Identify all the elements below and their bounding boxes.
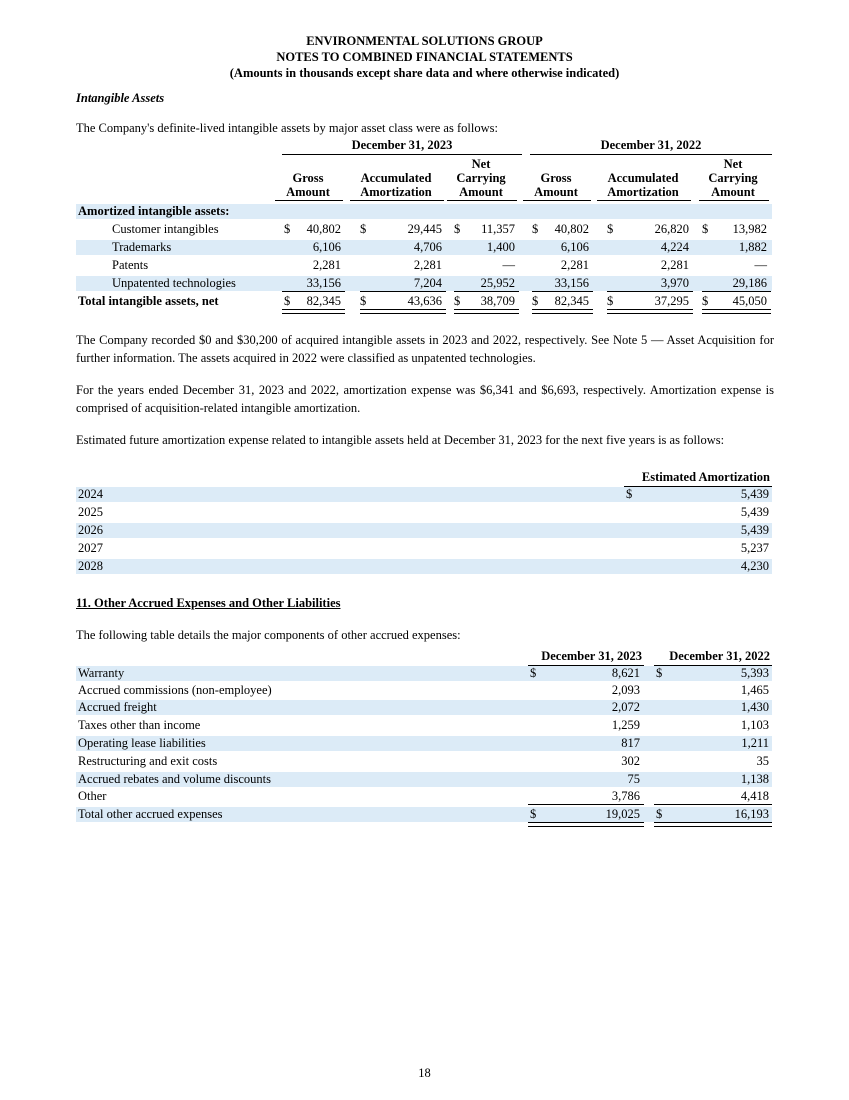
accrued-total-2023: 19,025 [605, 807, 640, 821]
amortization-year: 2026 [78, 523, 103, 537]
total-double-underline [360, 309, 446, 314]
total-cell: 37,295 [654, 294, 689, 308]
intangible-cell: 3,970 [660, 276, 689, 290]
intangible-cell: 11,357 [481, 222, 515, 236]
intangible-cell: 1,400 [486, 240, 515, 254]
column-header-text: Net [723, 157, 743, 171]
intangible-cell: 26,820 [654, 222, 689, 236]
total-double-underline [282, 309, 345, 314]
accrued-cell-2022: 5,393 [740, 666, 769, 680]
amortization-value: 5,237 [740, 541, 769, 555]
subtotal-underline [528, 804, 644, 805]
total-double-underline [532, 309, 593, 314]
intangible-row-label: Unpatented technologies [112, 276, 236, 290]
amortization-value: 5,439 [740, 505, 769, 519]
column-header-text: Amortization [360, 185, 432, 199]
total-double-underline [454, 309, 519, 314]
amounts-note: (Amounts in thousands except share data and where otherwise indicated) [229, 66, 620, 80]
intangible-cell: 4,224 [660, 240, 689, 254]
group-label: Amortized intangible assets: [78, 204, 230, 218]
column-header-text: Amount [286, 185, 330, 199]
subtotal-underline [360, 291, 446, 292]
dollar-sign: $ [626, 487, 633, 501]
intangible-cell: — [754, 258, 767, 272]
intangible-cell: 33,156 [306, 276, 341, 290]
intangible-cell: — [502, 258, 515, 272]
subtotal-underline [532, 291, 593, 292]
column-header-text: Accumulated [607, 171, 679, 185]
column-header-underline [699, 200, 769, 201]
intangible-cell: 2,281 [660, 258, 689, 272]
accrued-cell-2023: 302 [621, 754, 640, 768]
subtotal-underline [454, 291, 519, 292]
accrued-cell-2023: 3,786 [611, 789, 640, 803]
dollar-sign: $ [532, 294, 539, 308]
amortization-year: 2025 [78, 505, 103, 519]
accrued-cell-2023: 1,259 [611, 718, 640, 732]
row-band [76, 523, 772, 538]
dollar-sign: $ [607, 222, 614, 236]
accrued-col-header-2023: December 31, 2023 [541, 649, 642, 663]
column-header-text: Gross [292, 171, 324, 185]
column-header-text: Net [471, 157, 491, 171]
column-header-underline [275, 200, 343, 201]
row-band [76, 559, 772, 574]
amortization-paragraph: For the years ended December 31, 2023 and 2022, amortization expense was $6,341 and $6,693, respectively. Amortization expense is comprised of acquisition-related intangible amortization. [76, 383, 774, 415]
company-name: ENVIRONMENTAL SOLUTIONS GROUP [306, 34, 543, 48]
intangible-cell: 7,204 [413, 276, 442, 290]
intangible-cell: 2,281 [312, 258, 341, 272]
column-header-text: Carrying [456, 171, 506, 185]
accrued-cell-2022: 1,465 [740, 683, 769, 697]
future-paragraph: Estimated future amortization expense related to intangible assets held at December 31, 2023 for the next five years is as follows: [76, 433, 725, 447]
row-band [76, 487, 772, 502]
accrued-cell-2023: 8,621 [611, 666, 640, 680]
accrued-intro: The following table details the major components of other accrued expenses: [76, 628, 461, 642]
accrued-cell-2022: 1,138 [740, 772, 769, 786]
intangible-cell: 6,106 [560, 240, 589, 254]
subtotal-underline [654, 804, 772, 805]
total-cell: 82,345 [306, 294, 341, 308]
period-underline-2022 [530, 154, 772, 155]
accrued-cell-2023: 75 [627, 772, 640, 786]
column-header-underline [447, 200, 517, 201]
intangible-cell: 29,445 [407, 222, 442, 236]
total-cell: 38,709 [480, 294, 515, 308]
accrued-cell-2022: 1,211 [741, 736, 769, 750]
intangible-cell: 25,952 [480, 276, 515, 290]
intangible-cell: 40,802 [554, 222, 589, 236]
accrued-row-label: Warranty [78, 666, 125, 680]
subtotal-underline [607, 291, 693, 292]
dollar-sign: $ [360, 222, 367, 236]
intangibles-intro: The Company's definite-lived intangible assets by major asset class were as follows: [76, 121, 498, 135]
accrued-row-label: Taxes other than income [78, 718, 201, 732]
period-header-2022: December 31, 2022 [600, 138, 702, 152]
accrued-total-2022: 16,193 [734, 807, 769, 821]
accrued-row-label: Other [78, 789, 107, 803]
dollar-sign: $ [284, 294, 291, 308]
intangible-cell: 2,281 [413, 258, 442, 272]
accrued-row-label: Operating lease liabilities [78, 736, 206, 750]
dollar-sign: $ [454, 294, 461, 308]
dollar-sign: $ [702, 222, 709, 236]
accrued-cell-2022: 1,103 [740, 718, 769, 732]
dollar-sign: $ [532, 222, 539, 236]
intangible-row-label: Patents [112, 258, 149, 272]
total-cell: 82,345 [554, 294, 589, 308]
column-header-text: Carrying [708, 171, 758, 185]
dollar-sign: $ [656, 666, 663, 680]
total-cell: 45,050 [732, 294, 767, 308]
period-underline-2023 [282, 154, 522, 155]
column-header-text: Amortization [607, 185, 679, 199]
accrued-row-label: Accrued freight [78, 700, 157, 714]
intangible-row-label: Trademarks [112, 240, 172, 254]
accrued-total-label: Total other accrued expenses [78, 807, 223, 821]
column-header-text: Amount [711, 185, 755, 199]
total-cell: 43,636 [407, 294, 442, 308]
dollar-sign: $ [284, 222, 291, 236]
total-double-underline [654, 822, 772, 827]
amortization-year: 2027 [78, 541, 103, 555]
accrued-col-header-2022: December 31, 2022 [669, 649, 770, 663]
amortization-year: 2028 [78, 559, 103, 573]
amortization-value: 5,439 [740, 523, 769, 537]
dollar-sign: $ [530, 666, 537, 680]
accrued-section-heading: 11. Other Accrued Expenses and Other Liabilities [76, 596, 341, 610]
total-row-label: Total intangible assets, net [78, 294, 219, 308]
column-header-underline [350, 200, 444, 201]
intangible-cell: 1,882 [738, 240, 767, 254]
row-band [76, 666, 772, 681]
total-double-underline [528, 822, 644, 827]
dollar-sign: $ [360, 294, 367, 308]
intangible-cell: 29,186 [732, 276, 767, 290]
intangible-row-label: Customer intangibles [112, 222, 219, 236]
column-header-text: Amount [459, 185, 503, 199]
accrued-row-label: Restructuring and exit costs [78, 754, 218, 768]
total-double-underline [702, 309, 771, 314]
dollar-sign: $ [454, 222, 461, 236]
amortization-value: 4,230 [740, 559, 769, 573]
dollar-sign: $ [702, 294, 709, 308]
subtotal-underline [282, 291, 345, 292]
dollar-sign: $ [530, 807, 537, 821]
intangible-cell: 6,106 [312, 240, 341, 254]
accrued-cell-2023: 817 [621, 736, 640, 750]
subtotal-underline [702, 291, 771, 292]
column-header-text: Accumulated [360, 171, 432, 185]
intangible-cell: 4,706 [413, 240, 442, 254]
intangible-cell: 40,802 [306, 222, 341, 236]
amortization-value: 5,439 [740, 487, 769, 501]
estimated-amortization-header: Estimated Amortization [641, 470, 770, 484]
accrued-cell-2022: 35 [756, 754, 769, 768]
accrued-row-label: Accrued commissions (non-employee) [78, 683, 272, 697]
dollar-sign: $ [656, 807, 663, 821]
intangible-cell: 13,982 [732, 222, 767, 236]
period-header-2023: December 31, 2023 [351, 138, 453, 152]
intangible-assets-heading: Intangible Assets [76, 91, 165, 105]
intangible-cell: 33,156 [554, 276, 589, 290]
page-number: 18 [418, 1066, 431, 1080]
column-header-text: Amount [534, 185, 578, 199]
accrued-cell-2022: 1,430 [740, 700, 769, 714]
intangible-cell: 2,281 [560, 258, 589, 272]
accrued-cell-2023: 2,072 [611, 700, 640, 714]
column-header-text: Gross [540, 171, 572, 185]
accrued-row-label: Accrued rebates and volume discounts [78, 772, 271, 786]
statement-title: NOTES TO COMBINED FINANCIAL STATEMENTS [276, 50, 573, 64]
total-double-underline [607, 309, 693, 314]
accrued-cell-2023: 2,093 [611, 683, 640, 697]
column-header-underline [597, 200, 691, 201]
amortization-year: 2024 [78, 487, 103, 501]
dollar-sign: $ [607, 294, 614, 308]
row-band [76, 700, 772, 715]
acquired-paragraph: The Company recorded $0 and $30,200 of acquired intangible assets in 2023 and 2022, respectively. See Note 5 — Asset Acquisition for further information. The assets acquired in 2022 were classified as unpatented technologies. [76, 333, 774, 365]
column-header-underline [523, 200, 591, 201]
accrued-cell-2022: 4,418 [740, 789, 769, 803]
